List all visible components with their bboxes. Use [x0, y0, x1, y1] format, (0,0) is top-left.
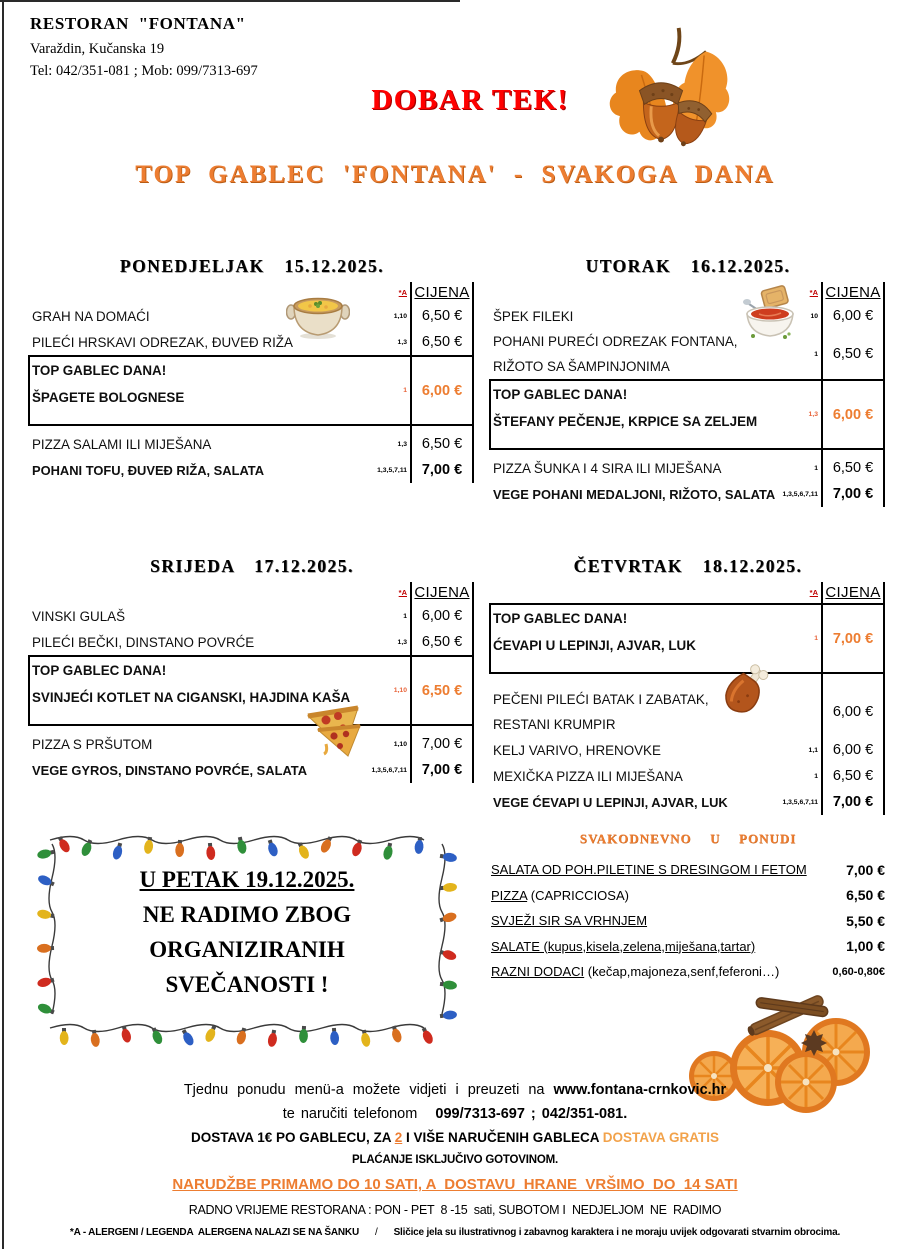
allergen-codes-text: 1 [403, 612, 407, 620]
price-cell: 6,00 € [821, 737, 883, 763]
allergen-codes-text: 1,3 [808, 411, 818, 418]
price-cell: 6,50 € [821, 329, 883, 379]
daily-offer-row [491, 883, 885, 909]
day-title: UTORAK 16.12.2025. [585, 256, 791, 276]
dish-name [491, 456, 795, 481]
allergen-codes [795, 455, 821, 481]
allergen-codes-text: 1,10 [393, 687, 407, 694]
daily-offer-label: RAZNI DODACI (kečap,majoneza,senf,feferoni…) [491, 964, 780, 980]
table-header-row [491, 282, 883, 303]
daily-offer-row [491, 857, 885, 883]
allergen-codes [384, 431, 410, 457]
daily-offer-price: 7,00 € [846, 861, 885, 878]
restaurant-address: Varaždin, Kučanska 19 [30, 41, 165, 57]
chicken-drumstick-icon [722, 664, 771, 718]
cell [795, 674, 821, 687]
menu-item-row [491, 303, 883, 329]
dish-name-line: ŠTEFANY PEČENJE, KRPICE SA ZELJEM [493, 414, 758, 429]
dish-name-line: PEČENI PILEĆI BATAK I ZABATAK, [493, 692, 709, 707]
dish-name [30, 357, 384, 424]
allergen-codes-text: 1,10 [393, 740, 407, 748]
daily-offer-price: 1,00 € [846, 938, 885, 955]
menu-item-row [491, 763, 883, 789]
day-title: PONEDJELJAK 15.12.2025. [119, 256, 385, 276]
restaurant-phone: Tel: 042/351-081 ; Mob: 099/7313-697 [30, 63, 258, 79]
dish-name-line: SVINJEĆI KOTLET NA CIGANSKI, HAJDINA KAŠA [32, 690, 351, 705]
price-cell: 6,50 € [410, 329, 472, 355]
allergen-codes [795, 763, 821, 789]
price-cell: 6,50 € [821, 455, 883, 481]
dish-name-line: POHANI PUREĆI ODREZAK FONTANA, [493, 334, 738, 349]
allergen-codes [795, 381, 821, 448]
price-cell: 7,00 € [410, 731, 472, 757]
footer-working-hours-line: RADNO VRIJEME RESTORANA : PON - PET 8 -15 sati, SUBOTOM I NEDJELJOM NE RADIMO [188, 1203, 722, 1217]
price-cell: 6,00 € [821, 687, 883, 737]
dish-name-line: TOP GABLEC DANA! [493, 611, 628, 626]
allergen-codes [782, 481, 821, 507]
dish-name-line: TOP GABLEC DANA! [32, 363, 167, 378]
allergen-codes-text: 1,3,5,6,7,11 [371, 766, 407, 774]
menu-item-row [30, 629, 472, 655]
allergen-codes [795, 687, 821, 737]
dish-name [30, 630, 384, 655]
dish-name-line: RESTANI KRUMPIR [493, 717, 616, 732]
table-header-row [30, 282, 472, 303]
dish-name [491, 605, 795, 672]
menu-item-row [30, 757, 472, 783]
price-cell: 6,50 € [410, 303, 472, 329]
dish-name-line: ŠPAGETE BOLOGNESE [32, 390, 185, 405]
menu-item-row [491, 737, 883, 763]
price-cell: 7,00 € [821, 789, 883, 815]
dish-name-line: MEXIČKA PIZZA ILI MIJEŠANA [493, 768, 683, 784]
pizza-slices-icon [302, 702, 362, 758]
daily-offer-list [491, 857, 885, 985]
dish-name-line: VEGE GYROS, DINSTANO POVRĆE, SALATA [32, 762, 308, 778]
top-gablec-box [489, 379, 883, 450]
allergen-codes [384, 303, 410, 329]
dobar-tek-greeting: DOBAR TEK! [371, 84, 569, 116]
menu-item-row [30, 329, 472, 355]
allergen-codes [782, 789, 821, 815]
restaurant-header [30, 14, 258, 82]
allergen-codes [384, 329, 410, 355]
price-cell: 6,50 € [410, 657, 472, 724]
footer-orders-deadline-line: NARUDŽBE PRIMAMO DO 10 SATI, A DOSTAVU HRANE VRŠIMO DO 14 SATI [172, 1176, 738, 1193]
dish-name [491, 764, 795, 789]
menu-item-row [30, 431, 472, 457]
dish-name-line: PIZZA SALAMI ILI MIJEŠANA [32, 436, 212, 452]
main-menu-title: TOP GABLEC 'FONTANA' - SVAKOGA DANA [135, 161, 775, 188]
dish-name-line: GRAH NA DOMAĆI [32, 308, 150, 324]
top-gablec-box [28, 355, 472, 426]
day-title: ČETVRTAK 18.12.2025. [573, 556, 803, 576]
dish-name-line: RIŽOTO SA ŠAMPINJONIMA [493, 359, 670, 374]
price-cell: 7,00 € [821, 605, 883, 672]
dish-name-line: TOP GABLEC DANA! [32, 663, 167, 678]
dish-name-line: PIZZA S PRŠUTOM [32, 736, 153, 752]
allergen-codes-text: 1 [814, 772, 818, 780]
price-column-header: CIJENA [821, 282, 883, 303]
dish-name-line: PIZZA ŠUNKA I 4 SIRA ILI MIJEŠANA [493, 460, 722, 476]
dish-name [491, 738, 795, 763]
allergen-codes-text: 1 [814, 635, 818, 642]
dish-name-line: KELJ VARIVO, HRENOVKE [493, 742, 661, 758]
dish-name [30, 604, 384, 629]
friday-notice-line: U PETAK 19.12.2025. [139, 867, 355, 892]
footer-allergen-note-line: *A - ALERGENI / LEGENDA ALERGENA NALAZI SE NA ŠANKU / Sličice jela su ilustrativnog i zabavnog karaktera i ne moraju uvijek odgovarati stvarnim obrocima. [69, 1227, 841, 1238]
dish-name-line: VINSKI GULAŠ [32, 608, 126, 624]
allergen-codes-text: 1 [403, 387, 407, 394]
restaurant-name: RESTORAN "FONTANA" [30, 14, 246, 33]
price-cell: 6,00 € [821, 303, 883, 329]
acorns-oak-leaves-icon [582, 26, 744, 168]
price-column-header: CIJENA [410, 582, 472, 603]
friday-notice-line: SVEČANOSTI ! [165, 972, 329, 997]
menu-item-row [30, 457, 472, 483]
price-cell: 6,00 € [410, 357, 472, 424]
allergen-codes-text: 1,3,5,7,11 [377, 466, 407, 474]
dish-name [30, 758, 384, 783]
day-section-wednesday [30, 556, 474, 783]
allergen-codes-text: 1,1 [808, 746, 818, 754]
day-menu-table [491, 582, 885, 815]
day-section-monday [30, 256, 474, 483]
allergen-codes-text: 10 [810, 312, 818, 320]
menu-item-row [491, 481, 883, 507]
page-top-border [0, 0, 460, 2]
dish-name [491, 482, 795, 507]
menu-item-row [30, 303, 472, 329]
dish-name-line: ŠPEK FILEKI [493, 308, 574, 324]
website-url: www.fontana-crnkovic.hr [553, 1082, 727, 1098]
friday-notice-text [62, 862, 432, 1002]
dish-name [30, 432, 384, 457]
day-menu-table [30, 282, 474, 483]
dish-name [491, 790, 795, 815]
allergen-codes-text: 1,3 [397, 440, 407, 448]
daily-offer-label: SALATE (kupus,kisela,zelena,miješana,tartar) [491, 938, 756, 954]
footer-payment-line: PLAĆANJE ISKLJUČIVO GOTOVINOM. [352, 1154, 558, 1166]
allergen-column-header: *A [809, 288, 818, 297]
day-section-thursday [491, 556, 885, 815]
dish-name [491, 381, 795, 448]
daily-offer-section [491, 831, 885, 985]
allergen-codes-text: 1,3,5,6,7,11 [782, 798, 818, 806]
price-column-header: CIJENA [821, 582, 883, 603]
soup-pot-icon [286, 282, 350, 340]
top-gablec-box [28, 655, 472, 726]
table-header-row [491, 582, 883, 603]
allergen-codes-text: 1,3 [397, 638, 407, 646]
allergen-codes-text: 1,10 [393, 312, 407, 320]
allergen-codes [384, 603, 410, 629]
dish-name-line: VEGE POHANI MEDALJONI, RIŽOTO, SALATA [493, 486, 776, 502]
dish-name-line: PILEĆI BEČKI, DINSTANO POVRĆE [32, 634, 255, 650]
dish-name-line: POHANI TOFU, ĐUVEĐ RIŽA, SALATA [32, 462, 265, 478]
allergen-column-header: *A [809, 588, 818, 597]
allergen-codes-text: 1 [814, 464, 818, 472]
allergen-codes [384, 731, 410, 757]
allergen-column-header: *A [398, 588, 407, 597]
price-column-header: CIJENA [410, 282, 472, 303]
table-header-row [30, 582, 472, 603]
price-cell: 7,00 € [410, 757, 472, 783]
allergen-codes-text: 1,3,5,6,7,11 [782, 490, 818, 498]
dish-name-line: TOP GABLEC DANA! [493, 387, 628, 402]
menu-item-row [30, 731, 472, 757]
price-cell: 6,00 € [410, 603, 472, 629]
footer-order-phone-line: te naručiti telefonom 099/7313-697 ; 042/351-081. [282, 1106, 628, 1122]
menu-item-row [30, 603, 472, 629]
soup-bowl-bread-icon [739, 284, 801, 342]
allergen-codes [384, 357, 410, 424]
daily-offer-label: SALATA OD POH.PILETINE S DRESINGOM I FETOM [491, 862, 807, 878]
footer-delivery-line: DOSTAVA 1€ PO GABLECU, ZA 2 I VIŠE NARUČENIH GABLECA DOSTAVA GRATIS [190, 1130, 720, 1145]
daily-offer-row [491, 908, 885, 934]
daily-offer-label: PIZZA (CAPRICCIOSA) [491, 887, 629, 903]
allergen-codes [795, 737, 821, 763]
dish-name [30, 458, 384, 483]
menu-item-row [491, 687, 883, 737]
daily-offer-row [491, 934, 885, 960]
dish-name-line: ĆEVAPI U LEPINJI, AJVAR, LUK [493, 638, 696, 653]
price-cell: 6,50 € [410, 629, 472, 655]
daily-offer-title: SVAKODNEVNO U PONUDI [579, 831, 797, 846]
price-cell: 6,00 € [821, 381, 883, 448]
allergen-codes [384, 629, 410, 655]
allergen-codes-text: 1,3 [397, 338, 407, 346]
cell [821, 674, 883, 687]
daily-offer-price: 5,50 € [846, 912, 885, 929]
order-phone-numbers: 099/7313-697 ; 042/351-081. [435, 1106, 628, 1122]
allergen-codes [371, 757, 410, 783]
day-menu-table [491, 282, 885, 507]
day-section-tuesday [491, 256, 885, 507]
menu-item-row [491, 455, 883, 481]
menu-item-row [491, 789, 883, 815]
allergen-codes [384, 657, 410, 724]
dish-name-line: VEGE ĆEVAPI U LEPINJI, AJVAR, LUK [493, 794, 728, 810]
footer-week-menu-line: Tjednu ponudu menü-a možete vidjeti i preuzeti na www.fontana-crnkovic.hr [183, 1082, 727, 1098]
daily-offer-price: 6,50 € [846, 887, 885, 904]
allergen-codes-text: 1 [814, 350, 818, 358]
dish-name-line: PILEĆI HRSKAVI ODREZAK, ĐUVEĐ RIŽA [32, 334, 293, 350]
friday-notice-line: NE RADIMO ZBOG [142, 902, 352, 927]
day-menu-table [30, 582, 474, 783]
daily-offer-price: 0,60-0,80€ [832, 965, 885, 978]
top-gablec-box [489, 603, 883, 674]
table-spacer-row [491, 674, 883, 687]
price-cell: 6,50 € [410, 431, 472, 457]
price-cell: 7,00 € [821, 481, 883, 507]
day-title: SRIJEDA 17.12.2025. [150, 556, 354, 576]
friday-notice-line: ORGANIZIRANIH [149, 937, 345, 962]
daily-offer-label: SVJEŽI SIR SA VRHNJEM [491, 913, 648, 929]
allergen-codes [377, 457, 410, 483]
menu-item-row [491, 329, 883, 379]
allergen-codes [795, 605, 821, 672]
allergen-column-header: *A [398, 288, 407, 297]
friday-closed-notice [34, 810, 460, 1056]
price-cell: 6,50 € [821, 763, 883, 789]
price-cell: 7,00 € [410, 457, 472, 483]
